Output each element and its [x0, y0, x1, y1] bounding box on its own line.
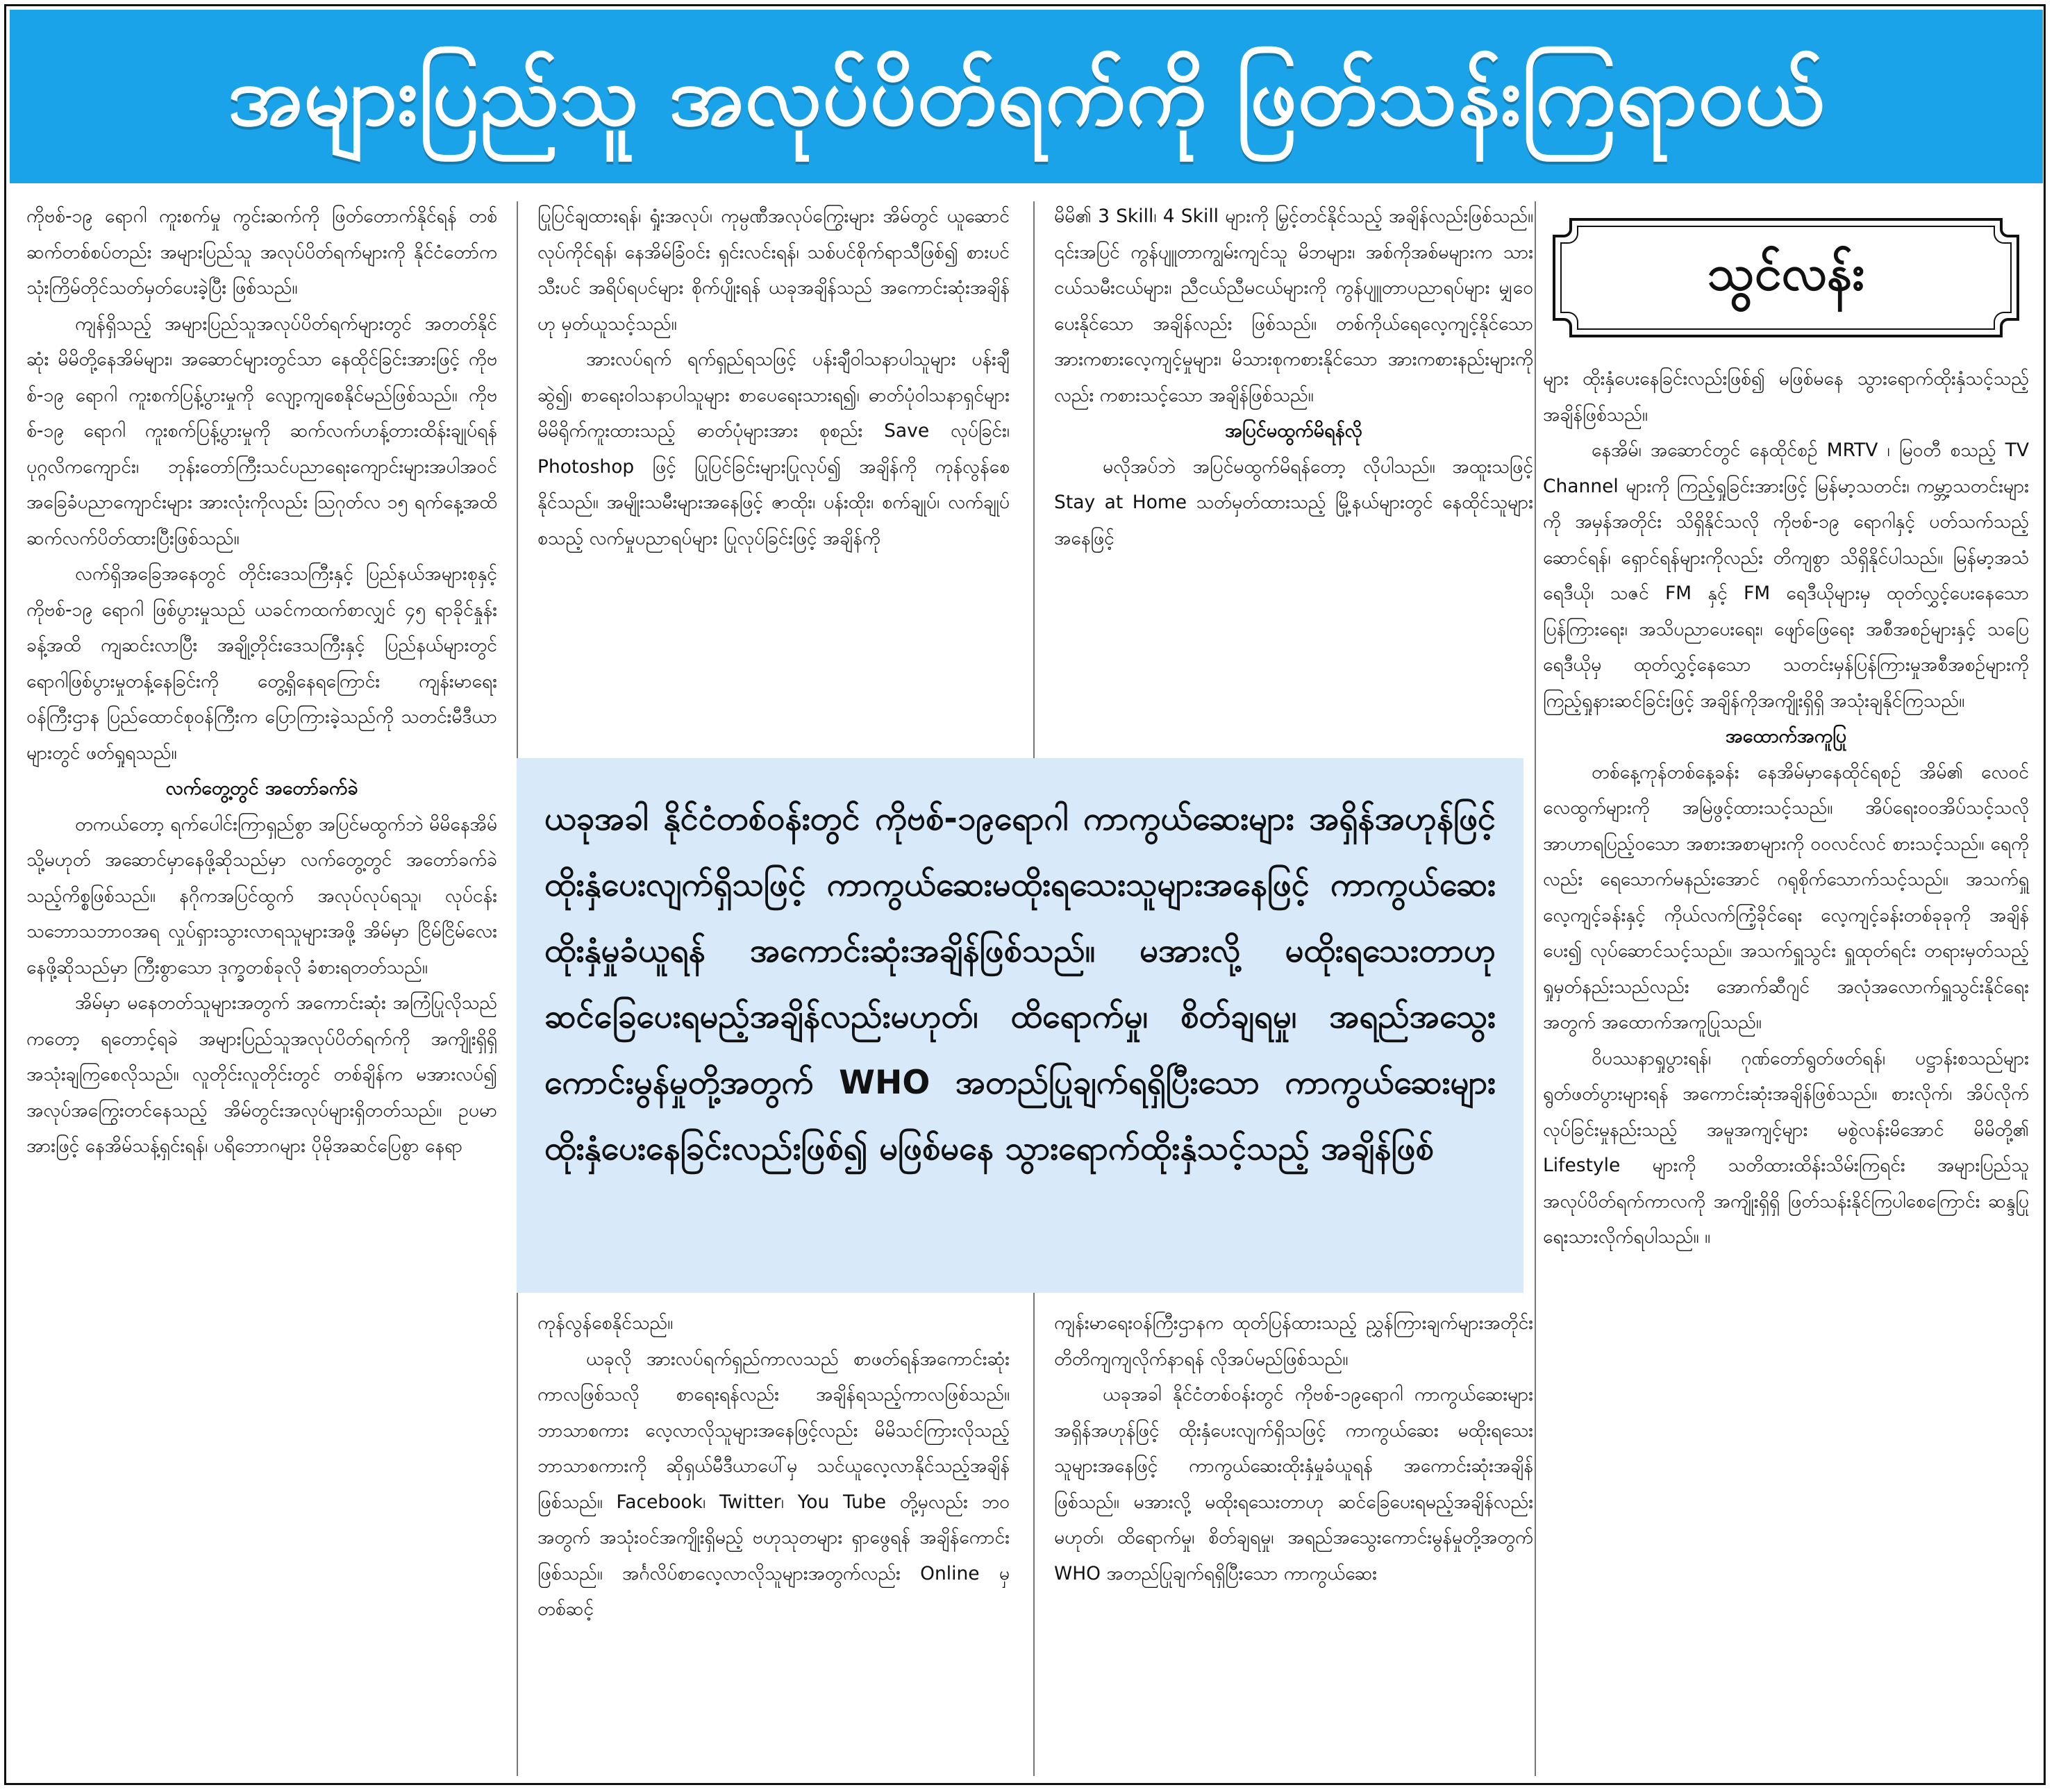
headline-title: အများပြည်သူ အလုပ်ပိတ်ရက်ကို ဖြတ်သန်းကြရာဝယ် — [227, 48, 1826, 144]
article-column-4 — [1543, 361, 2029, 1777]
paragraph: တစ်နေ့ကုန်တစ်နေ့ခန်း နေအိမ်မှာနေထိုင်ရစဉ် အိမ်၏ လေဝင်လေထွက်များကို အမြဲဖွင့်ထားသင့်သည်။ အိပ်ရေး၀၀အိပ်သင့်သလို အာဟာရပြည့်ဝသော အစားအစာများကို ဝ၀လင်လင် စားသင့်သည်။ ရေကိုလည်း ရေသောက်မနည်းအောင် ဂရုစိုက်သောက်သင့်သည်။ အသက်ရှူလေ့ကျင့်ခန်းနှင့် ကိုယ်လက်ကြံ့ခိုင်ရေး လေ့ကျင့်ခန်းတစ်ခုခုကို အချိန်ပေး၍ လုပ်ဆောင်သင့်သည်။ အသက်ရှူသွင်း ရှူထုတ်ရင်း တရားမှတ်သည့် ရှုမှတ်နည်းသည်လည်း အောက်ဆီဂျင် အလုံအလောက်ရှူသွင်းနိုင်ရေးအတွက် အထောက်အကူပြုသည်။ — [1543, 761, 2029, 1033]
headline-banner — [10, 10, 2043, 183]
paragraph: အိမ်မှာ မနေတတ်သူများအတွက် အကောင်းဆုံး အကြံပြုလိုသည်ကတော့ ရတောင့်ရခဲ အများပြည်သူအလုပ်ပိတ်ရက်ကို အကျိုးရှိရှိ အသုံးချကြစေလိုသည်။ လူတိုင်းလူတိုင်းတွင် တစ်ချိန်က မအားလပ်၍ အလုပ်အကြွေးတင်နေသည့် အိမ်တွင်းအလုပ်များရှိတတ်သည်။ ဥပမာအားဖြင့် နေအိမ်သန့်ရှင်းရန်၊ ပရိဘောဂများ ပိုမိုအဆင်ပြေစွာ နေရာ — [26, 992, 497, 1157]
article-column-3-top — [1054, 199, 1533, 751]
paragraph: မိမိ၏ 3 Skill၊ 4 Skill များကို မြှင့်တင်နိုင်သည့် အချိန်လည်းဖြစ်သည်။ ၎င်းအပြင် ကွန်ပျူတာကျွမ်းကျင်သူ မိဘများ၊ အစ်ကိုအစ်မများက သားငယ်သမီးငယ်များ၊ ညီငယ်ညီမငယ်များကို ကွန်ပျူတာပညာရပ်များ မျှဝေပေးနိုင်သော အချိန်လည်း ဖြစ်သည်။ တစ်ကိုယ်ရေလေ့ကျင့်နိုင်သောအားကစားလေ့ကျင့်မှုများ၊ မိသားစုကစားနိုင်သော အားကစားနည်းများကိုလည်း ကစားသင့်သော အချိန်ဖြစ်သည်။ — [1054, 206, 1533, 406]
paragraph: ပြုပြင်ချထားရန်၊ ရှုံးအလုပ်၊ ကုမ္ပဏီအလုပ်ကြွေးများ အိမ်တွင် ယူဆောင်လုပ်ကိုင်ရန်၊ နေအိမ်ခြံဝင်း ရှင်းလင်းရန်၊ သစ်ပင်စိုက်ရာသီဖြစ်၍ စားပင် သီးပင် အရိပ်ရပင်များ စိုက်ပျိုးရန် ယခုအချိန်သည် အကောင်းဆုံးအချိန်ဟု မှတ်ယူသင့်သည်။ — [537, 206, 1010, 335]
paragraph: ကျန်ရှိသည့် အများပြည်သူအလုပ်ပိတ်ရက်များတွင် အတတ်နိုင်ဆုံး မိမိတို့နေအိမ်များ၊ အဆောင်များတွင်သာ နေထိုင်ခြင်းအားဖြင့် ကိုဗစ်-၁၉ ရောဂါ ကူးစက်ပြန့်ပွားမှုကို လျော့ကျစေနိုင်မည်ဖြစ်သည်။ ကိုဗစ်-၁၉ ရောဂါ ကူးစက်ပြန့်ပွားမှုကို ဆက်လက်ဟန့်တားထိန်းချုပ်ရန် ပုဂ္ဂလိကကျောင်း၊ ဘုန်းတော်ကြီးသင်ပညာရေးကျောင်းများအပါအဝင် အခြေခံပညာကျောင်းများ အားလုံးကိုလည်း ဩဂုတ်လ ၁၅ ရက်နေ့အထိ ဆက်လက်ပိတ်ထားပြီးဖြစ်သည်။ — [26, 312, 497, 549]
column-divider — [1535, 201, 1536, 1776]
section-title-frame — [1550, 215, 2022, 340]
pull-quote-box — [517, 758, 1523, 1293]
paragraph: ကျန်းမာရေးဝန်ကြီးဌာနက ထုတ်ပြန်ထားသည့် ညွှန်ကြားချက်များအတိုင်း တိတိကျကျလိုက်နာရန် လိုအပ်မည်ဖြစ်သည်။ — [1054, 1312, 1533, 1370]
subheading: လက်တွေ့တွင် အတော်ခက်ခဲ — [165, 778, 358, 799]
paragraph: လက်ရှိအခြေအနေတွင် တိုင်းဒေသကြီးနှင့် ပြည်နယ်အများစုနှင့် ကိုဗစ်-၁၉ ရောဂါ ဖြစ်ပွားမှုသည် ယခင်ကထက်စာလျှင် ၄၅ ရာခိုင်နှုန်းခန့်အထိ ကျဆင်းလာပြီး အချို့တိုင်းဒေသကြီးနှင့် ပြည်နယ်များတွင် ရောဂါဖြစ်ပွားမှုတန့်နေခြင်းကို တွေ့ရှိနေရကြောင်း ကျန်းမာရေးဝန်ကြီးဌာန ပြည်ထောင်စုဝန်ကြီးက ပြောကြားခဲ့သည်ကို သတင်းမီဒီယာများတွင် ဖတ်ရှုရသည်။ — [26, 563, 497, 764]
subheading: အပြင်မထွက်မိရန်လို — [1225, 420, 1362, 442]
article-column-2-bottom — [537, 1305, 1010, 1777]
paragraph: ကုန်လွန်စေနိုင်သည်။ — [537, 1312, 674, 1334]
article-column-2-top — [537, 199, 1010, 751]
paragraph: မလိုအပ်ဘဲ အပြင်မထွက်မိရန်တော့ လိုပါသည်။ အထူးသဖြင့် Stay at Home သတ်မှတ်ထားသည့် မြို့နယ်များတွင် နေထိုင်သူများအနေဖြင့် — [1054, 455, 1533, 549]
paragraph: ဝိပဿနာရှုပွားရန်၊ ဂုဏ်တော်ရွတ်ဖတ်ရန်၊ ပဋ္ဌာန်းစသည်များ ရွတ်ဖတ်ပွားများရန် အကောင်းဆုံးအချိန်ဖြစ်သည်။ စားလိုက်၊ အိပ်လိုက် လုပ်ခြင်းမှုနည်းသည့် အမူအကျင့်များ မစွဲလန်းမိအောင် မိမိတို့၏ Lifestyle များကို သတိထားထိန်းသိမ်းကြရင်း အများပြည်သူ အလုပ်ပိတ်ရက်ကာလကို အကျိုးရှိရှိ ဖြတ်သန်းနိုင်ကြပါစေကြောင်း ဆန္ဒပြုရေးသားလိုက်ရပါသည်။ ။ — [1543, 1047, 2029, 1248]
subheading: အထောက်အကူပြု — [1725, 726, 1847, 747]
paragraph: တကယ်တော့ ရက်ပေါင်းကြာရှည်စွာ အပြင်မထွက်ဘဲ မိမိနေအိမ် သို့မဟုတ် အဆောင်မှာနေဖို့ဆိုသည်မှာ လက်တွေ့တွင် အတော်ခက်ခဲသည့်ကိစ္စဖြစ်သည်။ နဂိုကအပြင်ထွက် အလုပ်လုပ်ရသူ၊ လုပ်ငန်းသဘောသဘာဝအရ လှုပ်ရှားသွားလာရသူများအဖို့ အိမ်မှာ ငြိမ်ငြိမ်လေးနေဖို့ဆိုသည်မှာ ကြီးစွာသော ဒုက္ခတစ်ခုလို ခံစားရတတ်သည်။ — [26, 813, 497, 978]
paragraph: ယခုအခါ နိုင်ငံတစ်ဝန်းတွင် ကိုဗစ်-၁၉ရောဂါ ကာကွယ်ဆေးများ အရှိန်အဟုန်ဖြင့် ထိုးနှံပေးလျက်ရှိသဖြင့် ကာကွယ်ဆေး မထိုးရသေးသူများအနေဖြင့် ကာကွယ်ဆေးထိုးနှံမှုခံယူရန် အကောင်းဆုံးအချိန်ဖြစ်သည်။ မအားလို့ မထိုးရသေးတာဟု ဆင်ခြေပေးရမည့်အချိန်လည်း မဟုတ်၊ ထိရောက်မှု၊ စိတ်ချရမှု၊ အရည်အသွေးကောင်းမွန်မှုတို့အတွက် WHO အတည်ပြုချက်ရရှိပြီးသော ကာကွယ်ဆေး — [1054, 1384, 1533, 1584]
article-column-1 — [26, 199, 497, 1775]
paragraph: များ ထိုးနှံပေးနေခြင်းလည်းဖြစ်၍ မဖြစ်မနေ သွားရောက်ထိုးနှံသင့်သည့် အချိန်ဖြစ်သည်။ — [1543, 368, 2029, 426]
paragraph: ယခုလို အားလပ်ရက်ရှည်ကာလသည် စာဖတ်ရန်အကောင်းဆုံးကာလဖြစ်သလို စာရေးရန်လည်း အချိန်ရသည့်ကာလဖြစ်သည်။ ဘာသာစကား လေ့လာလိုသူများအနေဖြင့်လည်း မိမိသင်ကြားလိုသည့် ဘာသာစကားကို ဆိုရှယ်မီဒီယာပေါ်မှ သင်ယူလေ့လာနိုင်သည့်အချိန် ဖြစ်သည်။ Facebook၊ Twitter၊ You Tube တို့မှလည်း ဘဝအတွက် အသုံးဝင်အကျိုးရှိမည့် ဗဟုသုတများ ရှာဖွေရန် အချိန်ကောင်းဖြစ်သည်။ အင်္ဂလိပ်စာလေ့လာလိုသူများအတွက်လည်း Online မှတစ်ဆင့် — [537, 1348, 1010, 1620]
article-column-3-bottom — [1054, 1305, 1533, 1777]
section-title: သွင်လန်း — [1707, 244, 1865, 301]
pull-quote-text: ယခုအခါ နိုင်ငံတစ်ဝန်းတွင် ကိုဗစ်-၁၉ရောဂါ ကာကွယ်ဆေးများ အရှိန်အဟုန်ဖြင့် ထိုးနှံပေးလျက်ရှိသဖြင့် ကာကွယ်ဆေးမထိုးရသေးသူများအနေဖြင့် ကာကွယ်ဆေးထိုးနှံမှုခံယူရန် အကောင်းဆုံးအချိန်ဖြစ်သည်။ မအားလို့ မထိုးရသေးတာဟု ဆင်ခြေပေးရမည့်အချိန်လည်းမဟုတ်၊ ထိရောက်မှု၊ စိတ်ချရမှု၊ အရည်အသွေးကောင်းမွန်မှုတို့အတွက် WHO အတည်ပြုချက်ရရှိပြီးသော ကာကွယ်ဆေးများ ထိုးနှံပေးနေခြင်းလည်းဖြစ်၍ မဖြစ်မနေ သွားရောက်ထိုးနှံသင့်သည့် အချိန်ဖြစ် — [544, 800, 1496, 1168]
paragraph: အားလပ်ရက် ရက်ရှည်ရသဖြင့် ပန်းချီဝါသနာပါသူများ ပန်းချီဆွဲ၍၊ စာရေးဝါသနာပါသူများ စာပေရေးသားရ၍၊ ဓာတ်ပုံဝါသနာရှင်များ မိမိရိုက်ကူးထားသည့် ဓာတ်ပုံများအား စုစည်း Save လုပ်ခြင်း၊ Photoshop ဖြင့် ပြုပြင်ခြင်းများပြုလုပ်၍ အချိန်ကို ကုန်လွန်စေနိုင်သည်။ အမျိုးသမီးများအနေဖြင့် ဇာထိုး၊ ပန်းထိုး၊ စက်ချုပ်၊ လက်ချုပ် စသည့် လက်မှုပညာရပ်များ ပြုလုပ်ခြင်းဖြင့် အချိန်ကို — [537, 349, 1010, 549]
paragraph: နေအိမ်၊ အဆောင်တွင် နေထိုင်စဉ် MRTV ၊ မြဝတီ စသည့် TV Channel များကို ကြည့်ရှုခြင်းအားဖြင့် မြန်မာ့သတင်း၊ ကမ္ဘာ့သတင်းများကို အမှန်အတိုင်း သိရှိနိုင်သလို ကိုဗစ်-၁၉ ရောဂါနှင့် ပတ်သက်သည့် ဆောင်ရန်၊ ရှောင်ရန်များကိုလည်း တိကျစွာ သိရှိနိုင်ပါသည်။ မြန်မာ့အသံရေဒီယို၊ သဇင် FM နှင့် FM ရေဒီယိုများမှ ထုတ်လွှင့်ပေးနေသော ပြန်ကြားရေး၊ အသိပညာပေးရေး၊ ဖျော်ဖြေရေး အစီအစဉ်များနှင့် သပြေရေဒီယိုမှ ထုတ်လွှင့်နေသော သတင်းမှန်ပြန်ကြားမှုအစီအစဉ်များကို ကြည့်ရှုနားဆင်ခြင်းဖြင့် အချိန်ကိုအကျိုးရှိရှိ အသုံးချနိုင်ကြသည်။ — [1543, 439, 2029, 712]
paragraph: ကိုဗစ်-၁၉ ရောဂါ ကူးစက်မှု ကွင်းဆက်ကို ဖြတ်တောက်နိုင်ရန် တစ်ဆက်တစ်စပ်တည်း အများပြည်သူ အလုပ်ပိတ်ရက်များကို နိုင်ငံတော်က သုံးကြိမ်တိုင်သတ်မှတ်ပေးခဲ့ပြီး ဖြစ်သည်။ — [26, 206, 497, 299]
